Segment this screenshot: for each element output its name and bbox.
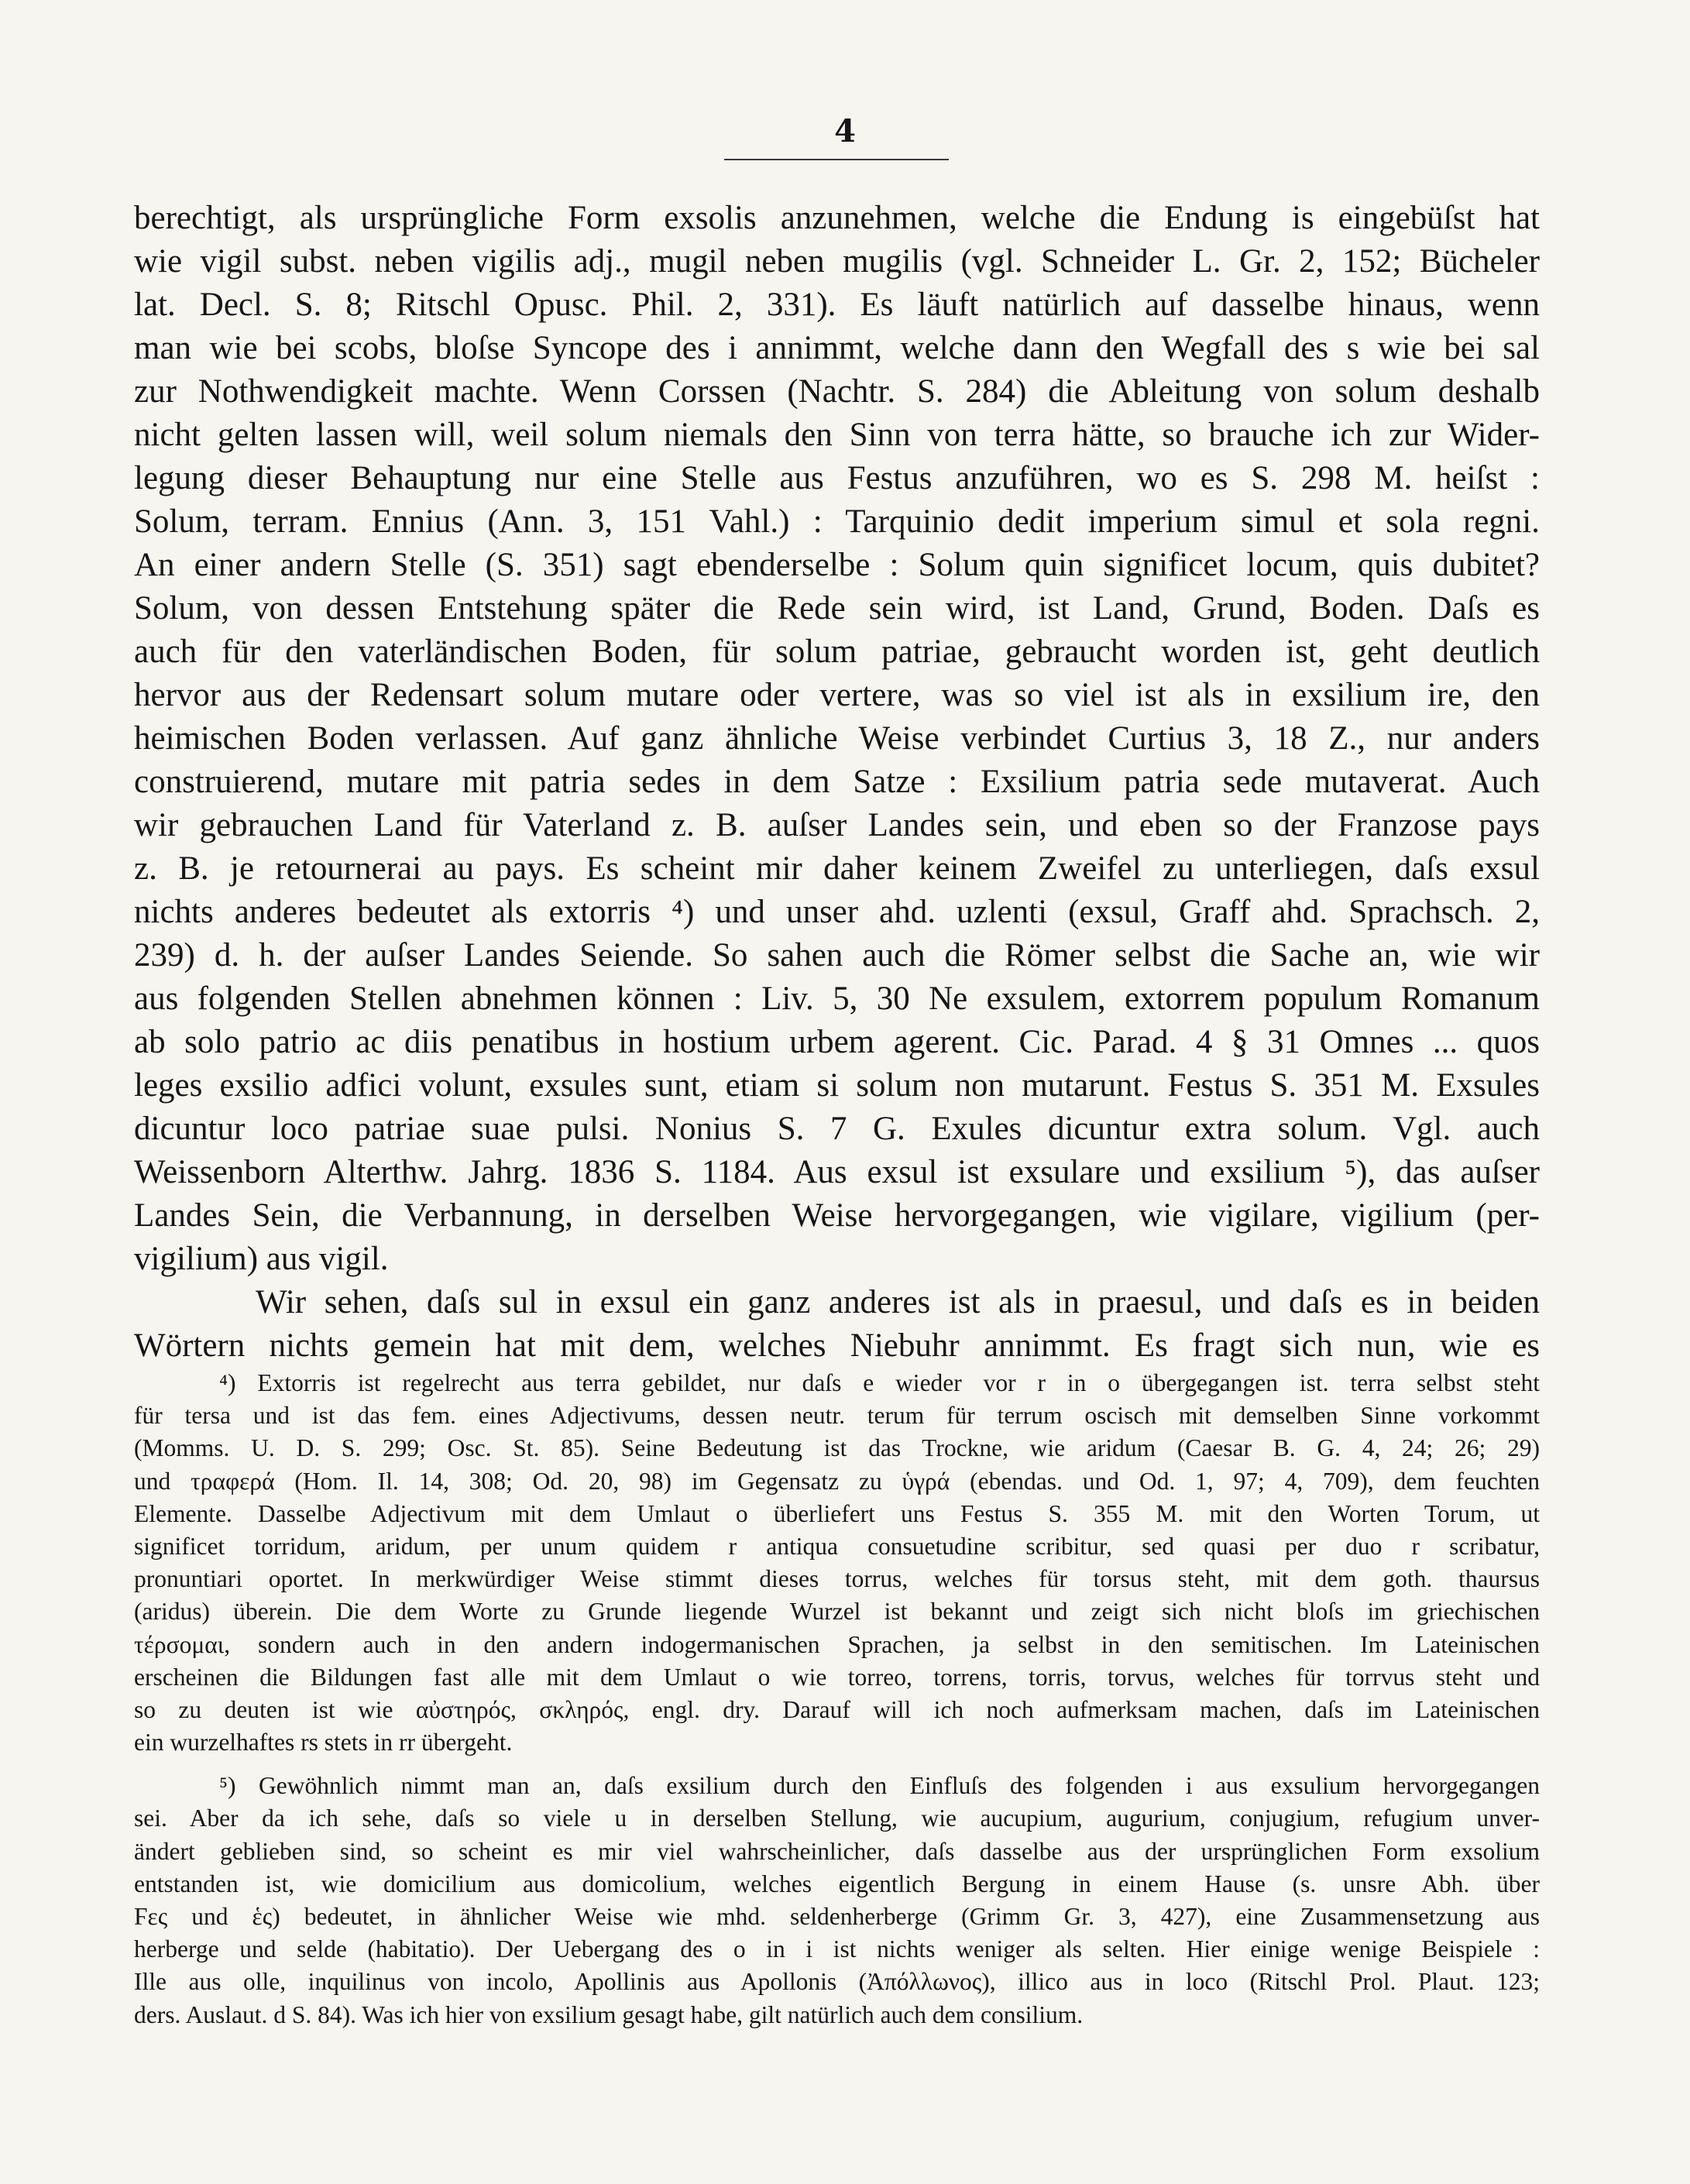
page-number: 4 — [834, 113, 856, 149]
footnote-line: significet torridum, aridum, per unum quidem r antiqua consuetudine scribitur, sed quasi per duo r scribatur, — [134, 1532, 1540, 1560]
footnote-line: erscheinen die Bildungen fast alle mit dem Umlaut o wie torreo, torrens, torris, torvus, welches für torrvus steht und — [134, 1663, 1540, 1691]
text-line: legung dieser Behauptung nur eine Stelle aus Festus anzuführen, wo es S. 298 M. heiſst : — [134, 460, 1540, 496]
text-line: wie vigil subst. neben vigilis adj., mugil neben mugilis (vgl. Schneider L. Gr. 2, 152; Bücheler — [134, 243, 1540, 280]
text-line: Weissenborn Alterthw. Jahrg. 1836 S. 1184. Aus exsul ist exsulare und exsilium ⁵), das auſser — [134, 1154, 1540, 1190]
footnote-line: Ille aus olle, inquilinus von incolo, Apollinis aus Apollonis (Ἀπόλλωνος), illico aus in loco (Ritschl Prol. Plaut. 123; — [134, 1968, 1540, 1996]
text-line: zur Nothwendigkeit machte. Wenn Corssen (Nachtr. S. 284) die Ableitung von solum deshalb — [134, 373, 1540, 410]
text-line: hervor aus der Redensart solum mutare oder vertere, was so viel ist als in exsilium ire, den — [134, 677, 1540, 713]
text-line: man wie bei scobs, bloſse Syncope des i annimmt, welche dann den Wegfall des s wie bei sal — [134, 330, 1540, 366]
footnote-line: τέρσομαι, sondern auch in den andern indogermanischen Sprachen, ja selbst in den semitischen. Im Lateinischen — [134, 1630, 1540, 1658]
text-line: construierend, mutare mit patria sedes in dem Satze : Exsilium patria sede mutaverat. Auch — [134, 764, 1540, 800]
footnote-4 — [134, 1367, 1540, 1759]
footnote-line: herberge und selde (habitatio). Der Uebergang des o in i ist nichts weniger als selten. Hier einige wenige Beispiele : — [134, 1935, 1540, 1963]
footnote-line: entstanden ist, wie domicilium aus domicolium, welches eigentlich Bergung in einem Hause (s. unsre Abh. über — [134, 1870, 1540, 1897]
text-line: berechtigt, als ursprüngliche Form exsolis anzunehmen, welche die Endung is eingebüſst hat — [134, 200, 1540, 236]
footnote-line: Ϝες und ἑς) bedeutet, in ähnlicher Weise wie mhd. seldenherberge (Grimm Gr. 3, 427), eine Zusammensetzung aus — [134, 1903, 1540, 1930]
footnote-line: so zu deuten ist wie αὐστηρός, σκληρός, engl. dry. Darauf will ich noch aufmerksam machen, daſs im Lateinischen — [134, 1695, 1540, 1723]
text-line: wir gebrauchen Land für Vaterland z. B. auſser Landes sein, und eben so der Franzose pays — [134, 807, 1540, 843]
paragraph-start-line: Wir sehen, daſs sul in exsul ein ganz anderes ist als in praesul, und daſs es in beiden — [256, 1284, 1540, 1320]
header-rule — [724, 159, 949, 160]
footnote-line: sei. Aber da ich sehe, daſs so viele u in derselben Stellung, wie aucupium, augurium, conjugium, refugium unver- — [134, 1805, 1540, 1832]
text-line: lat. Decl. S. 8; Ritschl Opusc. Phil. 2, 331). Es läuft natürlich auf dasselbe hinaus, wenn — [134, 287, 1540, 323]
text-line: 239) d. h. der auſser Landes Seiende. So sahen auch die Römer selbst die Sache an, wie wir — [134, 937, 1540, 974]
text-line: Solum, terram. Ennius (Ann. 3, 151 Vahl.) : Tarquinio dedit imperium simul et sola regni. — [134, 503, 1540, 540]
text-line: nichts anderes bedeutet als extorris ⁴) und unser ahd. uzlenti (exsul, Graff ahd. Sprachsch. 2, — [134, 894, 1540, 930]
text-line: Solum, von dessen Entstehung später die Rede sein wird, ist Land, Grund, Boden. Daſs es — [134, 590, 1540, 627]
footnote-line: ein wurzelhaftes rs stets in rr übergeht. — [134, 1729, 513, 1756]
footnote-line: ⁵) Gewöhnlich nimmt man an, daſs exsilium durch den Einfluſs des folgenden i aus exsulium hervorgegangen — [219, 1772, 1540, 1800]
footnote-line: Elemente. Dasselbe Adjectivum mit dem Umlaut o überliefert uns Festus S. 355 M. mit den Worten Torum, ut — [134, 1499, 1540, 1527]
text-line: z. B. je retournerai au pays. Es scheint mir daher keinem Zweifel zu unterliegen, daſs exsul — [134, 850, 1540, 887]
footnote-line: (aridus) überein. Die dem Worte zu Grunde liegende Wurzel ist bekannt und zeigt sich nicht bloſs im griechischen — [134, 1598, 1540, 1626]
footnote-line: ders. Auslaut. d S. 84). Was ich hier von exsilium gesagt habe, gilt natürlich auch dem consilium. — [134, 2000, 1084, 2028]
text-line: auch für den vaterländischen Boden, für solum patriae, gebraucht worden ist, geht deutlich — [134, 634, 1540, 670]
text-line: leges exsilio adfici volunt, exsules sunt, etiam si solum non mutarunt. Festus S. 351 M. Exsules — [134, 1067, 1540, 1104]
footnote-line: für tersa und ist das fem. eines Adjectivums, dessen neutr. terum für terrum oscisch mit demselben Sinne vorkommt — [134, 1402, 1540, 1430]
footnote-line: pronuntiari oportet. In merkwürdiger Weise stimmt dieses torrus, welches für torsus steht, mit dem goth. thaursus — [134, 1565, 1540, 1593]
footnote-line: und τραφερά (Hom. Il. 14, 308; Od. 20, 98) im Gegensatz zu ὑγρά (ebendas. und Od. 1, 97; 4, 709), dem feuchten — [134, 1467, 1540, 1495]
footnote-line: ändert geblieben sind, so scheint es mir viel wahrscheinlicher, daſs dasselbe aus der ursprünglichen Form exsolium — [134, 1837, 1540, 1865]
text-line: aus folgenden Stellen abnehmen können : Liv. 5, 30 Ne exsulem, extorrem populum Romanum — [134, 980, 1540, 1017]
text-line: vigilium) aus vigil. — [134, 1241, 389, 1277]
footnote-5 — [134, 1770, 1540, 2031]
text-line: nicht gelten lassen will, weil solum niemals den Sinn von terra hätte, so brauche ich zur Wider- — [134, 417, 1540, 453]
text-line: Wörtern nichts gemein hat mit dem, welches Niebuhr annimmt. Es fragt sich nun, wie es — [134, 1327, 1540, 1364]
text-line: An einer andern Stelle (S. 351) sagt ebenderselbe : Solum quin significet locum, quis dubitet? — [134, 547, 1540, 583]
footnote-line: (Momms. U. D. S. 299; Osc. St. 85). Seine Bedeutung ist das Trockne, wie aridum (Caesar B. G. 4, 24; 26; 29) — [134, 1434, 1540, 1462]
text-line: ab solo patrio ac diis penatibus in hostium urbem agerent. Cic. Parad. 4 § 31 Omnes ... quos — [134, 1024, 1540, 1060]
text-line: heimischen Boden verlassen. Auf ganz ähnliche Weise verbindet Curtius 3, 18 Z., nur anders — [134, 720, 1540, 757]
text-line: Landes Sein, die Verbannung, in derselben Weise hervorgegangen, wie vigilare, vigilium (per- — [134, 1197, 1540, 1234]
text-line: dicuntur loco patriae suae pulsi. Nonius S. 7 G. Exules dicuntur extra solum. Vgl. auch — [134, 1111, 1540, 1147]
footnotes — [134, 1367, 1540, 2031]
footnote-line: ⁴) Extorris ist regelrecht aus terra gebildet, nur daſs e wieder vor r in o übergegangen ist. terra selbst steht — [219, 1369, 1540, 1396]
main-text — [134, 197, 1540, 1368]
